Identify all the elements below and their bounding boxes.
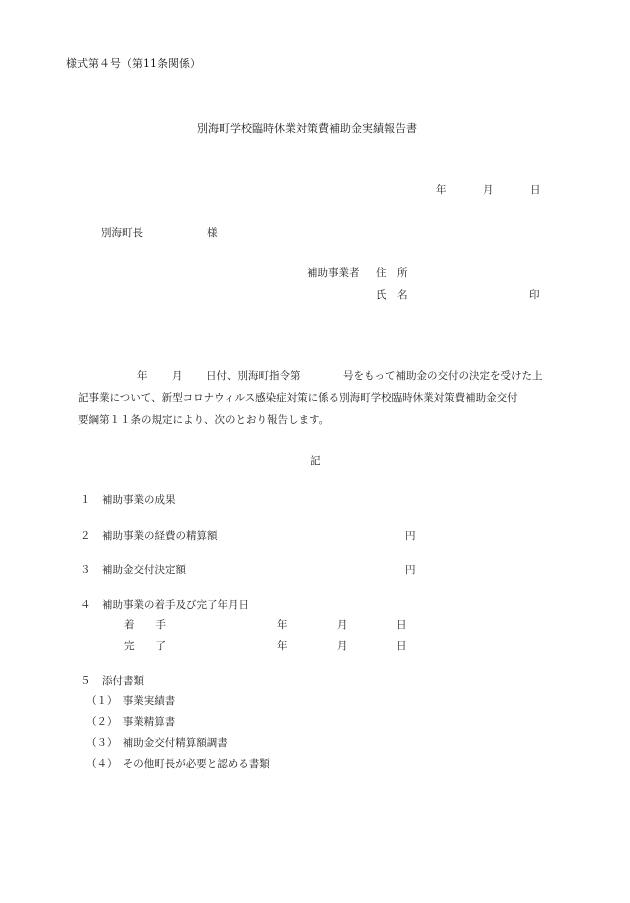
item-2-number: ２ (80, 530, 91, 542)
body-line1-tail: 号をもって補助金の交付の決定を受けた上 (343, 370, 543, 382)
end-date-label: 完 了 (124, 640, 166, 652)
start-date-month: 月 (337, 619, 348, 631)
start-date-year: 年 (277, 619, 288, 631)
item-3-unit: 円 (405, 564, 416, 576)
end-date-month: 月 (337, 640, 348, 652)
body-line3: 要綱第１１条の規定により、次のとおり報告します。 (78, 414, 330, 426)
attachment-item: （２） 事業精算書 (86, 716, 176, 728)
start-date-day: 日 (396, 619, 407, 631)
attachment-item: （１） 事業実績書 (86, 695, 176, 707)
item-5-number: ５ (80, 675, 91, 687)
body-directive: 日付、別海町指令第 (206, 370, 301, 382)
body-month: 月 (172, 370, 183, 382)
item-2-label: 補助事業の経費の精算額 (102, 530, 218, 542)
addressee-name: 別海町長 (101, 227, 143, 239)
item-3-number: ３ (80, 564, 91, 576)
body-line2: 記事業について、新型コロナウィルス感染症対策に係る別海町学校臨時休業対策費補助金交付 (78, 392, 518, 404)
item-1-label: 補助事業の成果 (102, 494, 176, 506)
ki-heading: 記 (310, 455, 321, 467)
addressee-honorific: 様 (207, 227, 218, 239)
item-2-unit: 円 (405, 530, 416, 542)
date-year: 年 (436, 184, 447, 196)
date-day: 日 (530, 184, 541, 196)
applicant-label: 補助事業者 (307, 267, 360, 279)
form-number: 様式第４号（第11条関係） (66, 57, 201, 70)
item-3-label: 補助金交付決定額 (102, 564, 186, 576)
end-date-day: 日 (396, 640, 407, 652)
name-label: 氏 名 (376, 289, 408, 301)
item-4-label: 補助事業の着手及び完了年月日 (102, 599, 249, 611)
end-date-year: 年 (277, 640, 288, 652)
attachment-item: （４） その他町長が必要と認める書類 (86, 758, 270, 770)
body-year: 年 (137, 370, 148, 382)
start-date-label: 着 手 (124, 619, 166, 631)
address-label: 住 所 (376, 267, 408, 279)
attachment-item: （３） 補助金交付精算額調書 (86, 737, 228, 749)
date-month: 月 (483, 184, 494, 196)
item-5-label: 添付書類 (102, 675, 144, 687)
document-title: 別海町学校臨時休業対策費補助金実績報告書 (197, 122, 417, 135)
item-1-number: １ (80, 494, 91, 506)
seal-mark: 印 (529, 289, 540, 301)
item-4-number: ４ (80, 599, 91, 611)
